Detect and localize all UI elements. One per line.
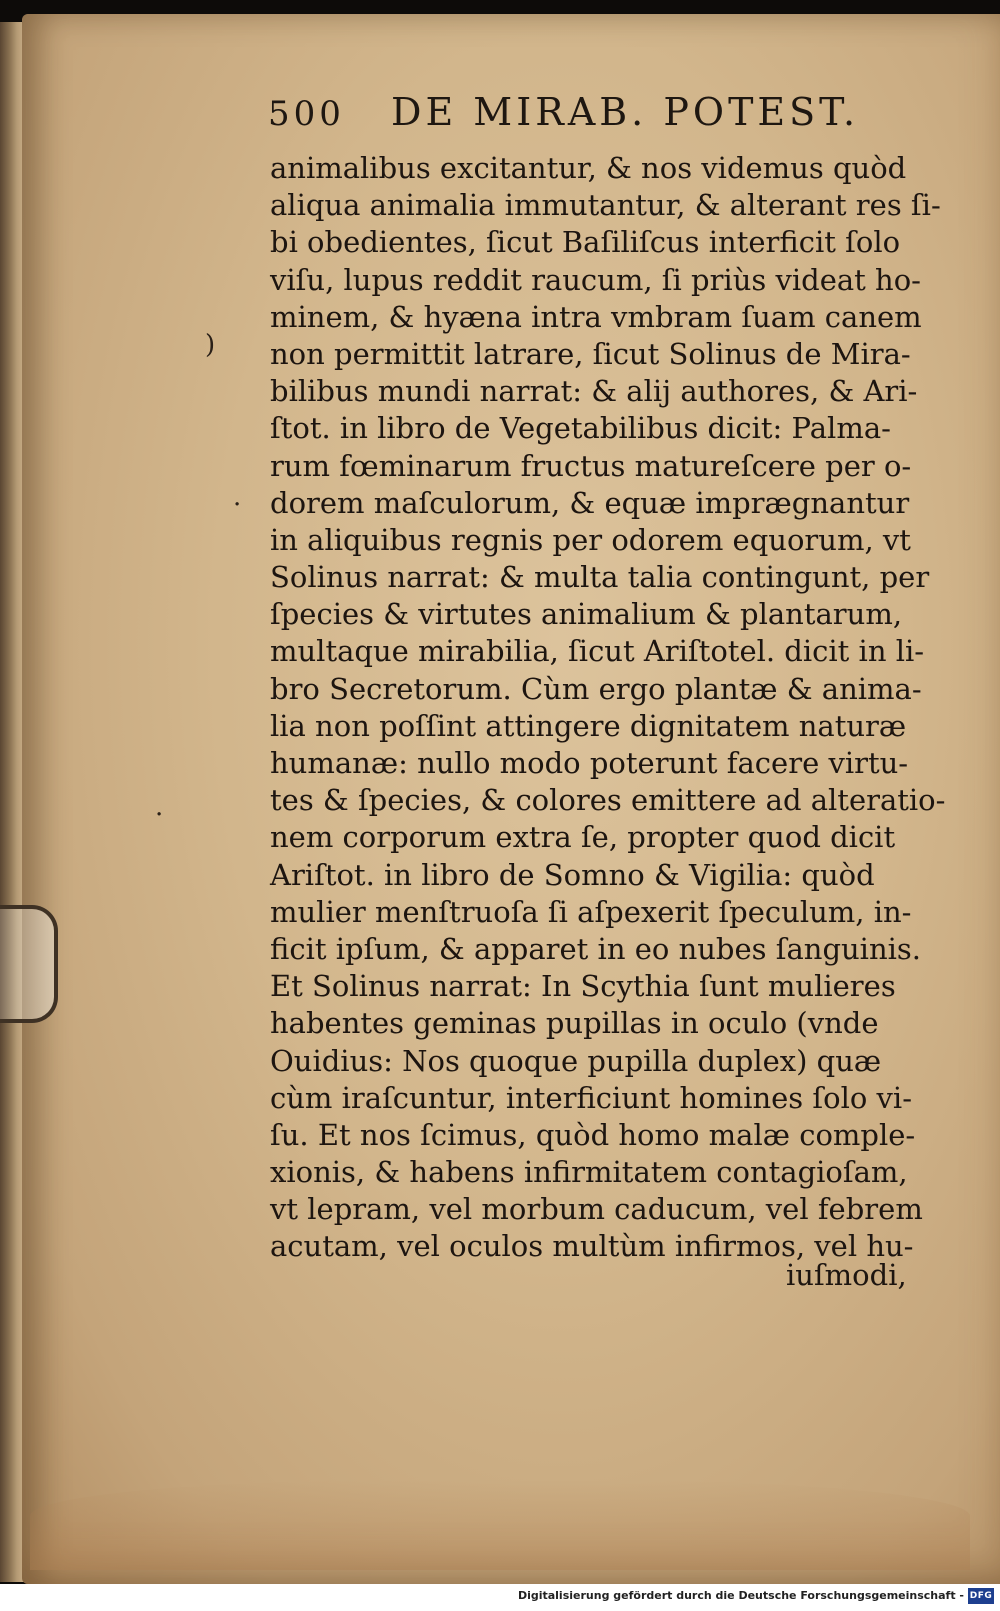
text-line: ſu. Et nos ſcimus, quòd homo malæ comple- xyxy=(270,1117,916,1152)
text-line: multaque mirabilia, ſicut Ariſtotel. dicit in li- xyxy=(270,634,925,669)
text-line: tes & ſpecies, & colores emittere ad alteratio- xyxy=(270,783,946,818)
text-line: acutam, vel oculos multùm infirmos, vel hu- xyxy=(270,1229,914,1264)
text-line: lia non poſſint attingere dignitatem naturæ xyxy=(270,708,907,743)
text-line: Et Solinus narrat: In Scythia ſunt mulieres xyxy=(270,969,896,1004)
text-line: ficit ipſum, & apparet in eo nubes ſanguinis. xyxy=(270,931,922,966)
running-head xyxy=(268,90,868,134)
running-title: DE MIRAB. POTEST. xyxy=(391,90,860,134)
text-line: in aliquibus regnis per odorem equorum, vt xyxy=(270,522,911,557)
text-line: mulier menſtruoſa ſi aſpexerit ſpeculum, in- xyxy=(270,894,912,929)
margin-bracket-mark: ) xyxy=(205,330,216,360)
text-line: Solinus narrat: & multa talia contingunt, per xyxy=(270,560,930,595)
text-line: aliqua animalia immutantur, & alterant res ſi- xyxy=(270,188,941,223)
margin-dot-mark: · xyxy=(233,490,242,520)
text-line: ſpecies & virtutes animalium & plantarum, xyxy=(270,597,903,632)
body-text xyxy=(270,150,946,1266)
text-line: Ouidius: Nos quoque pupilla duplex) quæ xyxy=(270,1043,882,1078)
dfg-logo: DFG xyxy=(968,1588,994,1604)
text-line: Ariſtot. in libro de Somno & Vigilia: quòd xyxy=(270,857,875,892)
text-line: humanæ: nullo modo poterunt facere virtu- xyxy=(270,746,909,780)
margin-dot-mark: · xyxy=(155,800,164,830)
text-line: cùm iraſcuntur, interficiunt homines ſolo vi- xyxy=(270,1080,913,1115)
text-line: xionis, & habens infirmitatem contagioſam, xyxy=(270,1155,908,1190)
digitization-credit: Digitalisierung gefördert durch die Deutsche Forschungsgemeinschaft - xyxy=(517,1589,964,1602)
text-line: nem corporum extra ſe, propter quod dicit xyxy=(270,820,896,855)
page-clip xyxy=(0,905,58,1023)
text-line: dorem maſculorum, & equæ imprægnantur xyxy=(270,485,910,520)
text-line: bilibus mundi narrat: & alij authores, & Ari- xyxy=(270,374,918,409)
page-number: 500 xyxy=(268,94,345,134)
text-line: minem, & hyæna intra vmbram ſuam canem xyxy=(270,299,922,334)
text-line: bro Secretorum. Cùm ergo plantæ & anima- xyxy=(270,671,922,706)
catchword: iuſmodi, xyxy=(786,1258,907,1292)
text-line: bi obedientes, ſicut Baſiliſcus interficit ſolo xyxy=(270,225,901,260)
water-stain xyxy=(30,1480,970,1570)
text-line: viſu, lupus reddit raucum, ſi priùs videat ho- xyxy=(270,262,921,297)
text-line: ſtot. in libro de Vegetabilibus dicit: Palma- xyxy=(270,411,891,446)
book-edge xyxy=(0,22,24,1582)
text-line: vt lepram, vel morbum caducum, vel febrem xyxy=(270,1192,923,1227)
text-line: animalibus excitantur, & nos videmus quòd xyxy=(270,151,907,185)
text-line: habentes geminas pupillas in oculo (vnde xyxy=(270,1006,879,1041)
text-line: rum fœminarum fructus matureſcere per o- xyxy=(270,448,912,483)
text-line: non permittit latrare, ſicut Solinus de Mira- xyxy=(270,336,911,371)
